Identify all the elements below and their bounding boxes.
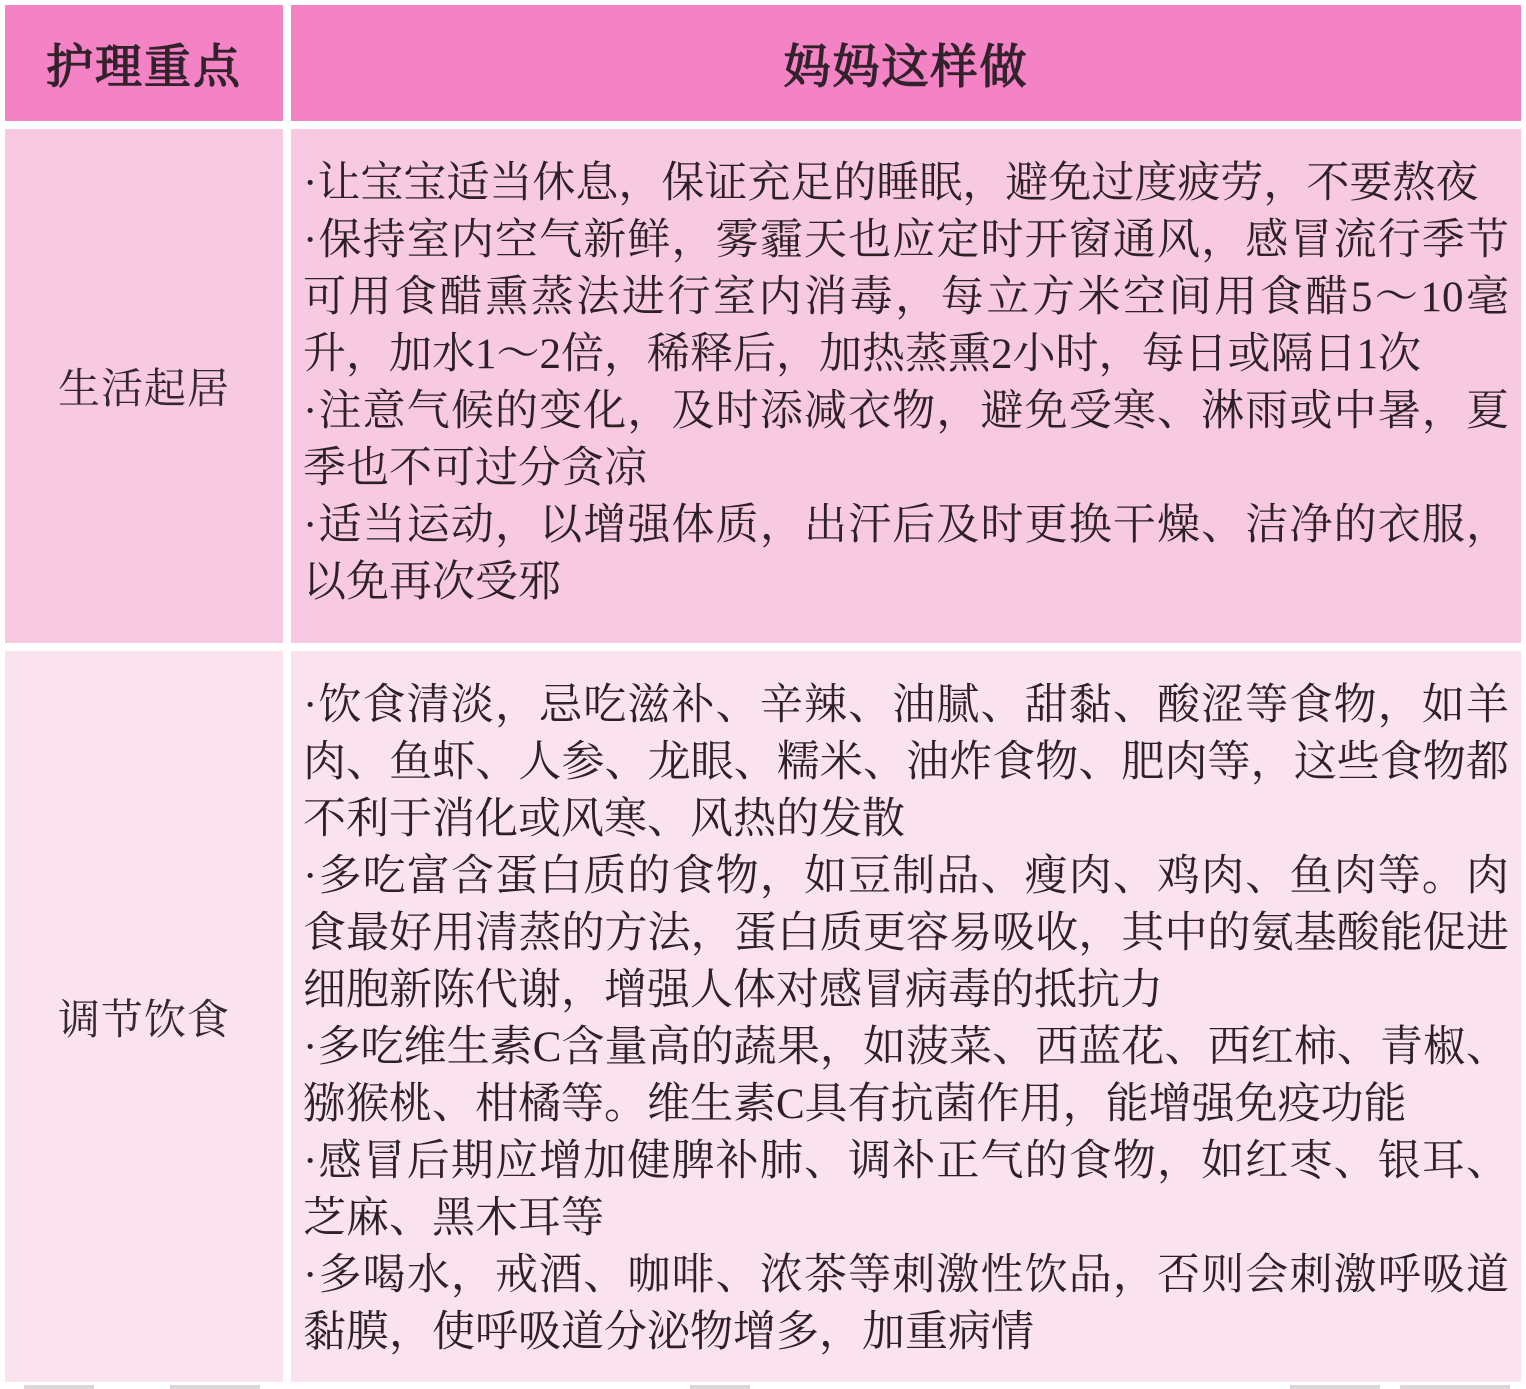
bottom-margin [0, 1382, 1526, 1389]
row-label-diet [5, 651, 283, 1382]
diet-tips-cell [291, 651, 1521, 1382]
list-item: ·饮食清淡，忌吃滋补、辛辣、油腻、甜黏、酸涩等食物，如羊肉、鱼虾、人参、龙眼、糯米、油炸食物、肥肉等，这些食物都不利于消化或风寒、风热的发散 [303, 682, 1509, 843]
cutoff-row-remnant [1290, 1385, 1380, 1389]
header-care-focus-label: 护理重点 [46, 39, 242, 93]
list-item: ·多吃富含蛋白质的食物，如豆制品、瘦肉、鸡肉、鱼肉等。肉食最好用清蒸的方法，蛋白质更容易吸收，其中的氨基酸能促进细胞新陈代谢，增强人体对感冒病毒的抵抗力 [303, 853, 1509, 1014]
list-item: ·多吃维生素C含量高的蔬果，如菠菜、西蓝花、西红柿、青椒、猕猴桃、柑橘等。维生素C具有抗菌作用，能增强免疫功能 [303, 1024, 1509, 1128]
list-item: ·多喝水，戒酒、咖啡、浓茶等刺激性饮品，否则会刺激呼吸道黏膜，使呼吸道分泌物增多，加重病情 [303, 1252, 1509, 1356]
cutoff-row-remnant [690, 1385, 750, 1389]
daily-life-label: 生活起居 [57, 365, 230, 412]
header-mom-does-label: 妈妈这样做 [783, 39, 1029, 93]
list-item: ·注意气候的变化，及时添减衣物，避免受寒、淋雨或中暑，夏季也不可过分贪凉 [303, 388, 1509, 492]
list-item: ·让宝宝适当休息，保证充足的睡眠，避免过度疲劳，不要熬夜 [303, 160, 1479, 207]
diet-label: 调节饮食 [57, 995, 230, 1043]
header-cell-care-focus [5, 5, 283, 121]
cutoff-row-remnant [24, 1385, 94, 1389]
cutoff-row-remnant [1400, 1385, 1510, 1389]
header-cell-mom-does [291, 5, 1521, 121]
list-item: ·适当运动，以增强体质，出汗后及时更换干燥、洁净的衣服，以免再次受邪 [303, 502, 1509, 606]
cutoff-row-remnant [170, 1385, 260, 1389]
list-item: ·保持室内空气新鲜，雾霾天也应定时开窗通风，感冒流行季节可用食醋熏蒸法进行室内消毒，每立方米空间用食醋5～10毫升，加水1～2倍，稀释后，加热蒸熏2小时，每日或隔日1次 [303, 217, 1509, 378]
row-label-daily-life [5, 129, 283, 643]
list-item: ·感冒后期应增加健脾补肺、调补正气的食物，如红枣、银耳、芝麻、黑木耳等 [303, 1138, 1509, 1242]
daily-life-tips-cell [291, 129, 1521, 643]
